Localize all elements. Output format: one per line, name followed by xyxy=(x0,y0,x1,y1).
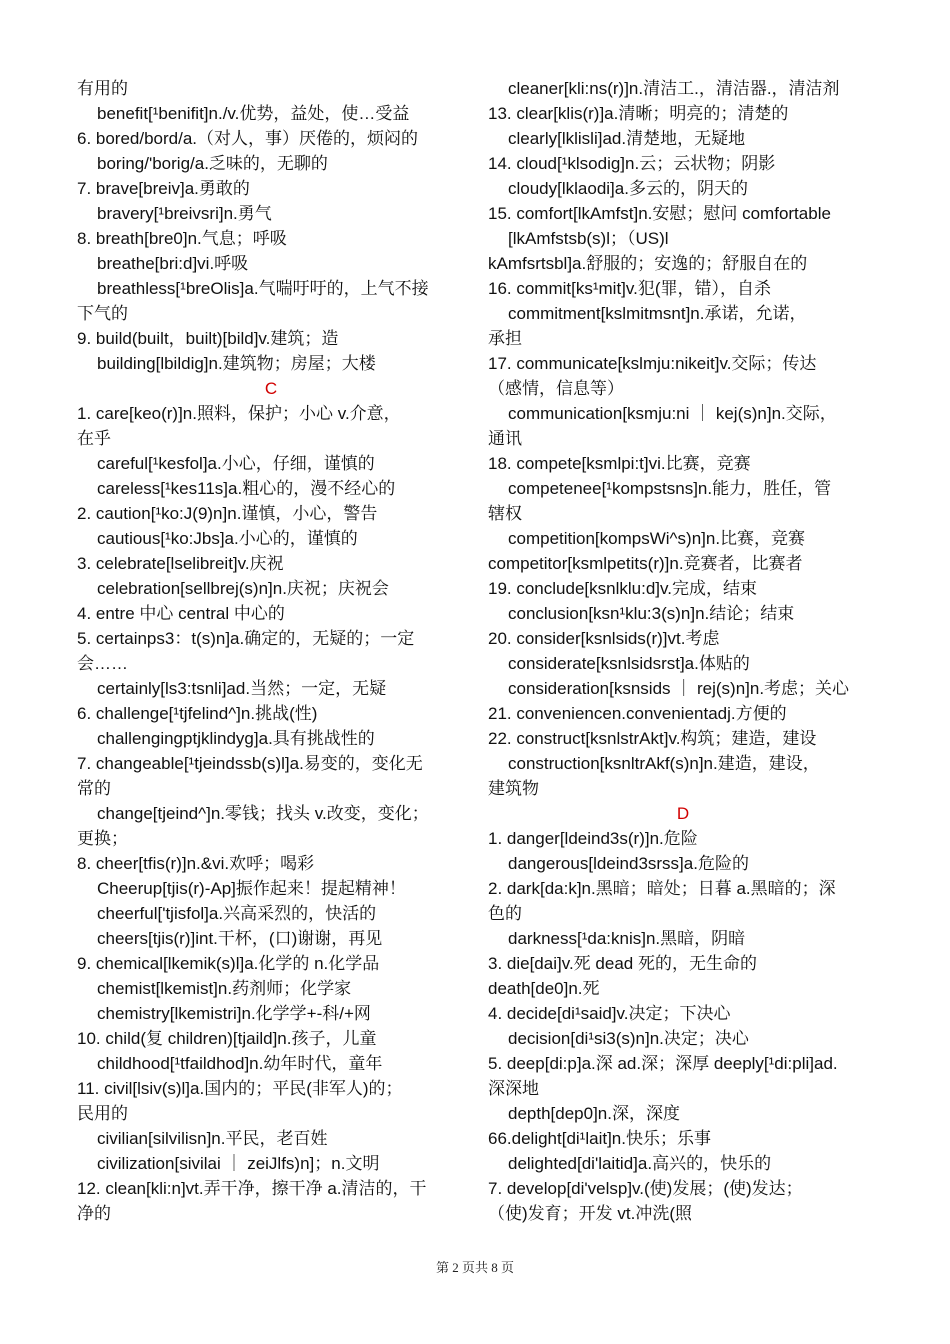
entry-line: careful[¹kesfol]a.小心，仔细，谨慎的 xyxy=(97,454,375,473)
entry-line: 4. entre 中心 central 中心的 xyxy=(77,604,285,623)
entry-line: （使)发育；开发 vt.冲洗(照 xyxy=(488,1204,692,1223)
entry-line: 会…… xyxy=(77,654,128,673)
entry-line: 下气的 xyxy=(77,304,128,323)
entry-line: considerate[ksnlsidsrst]a.体贴的 xyxy=(508,654,750,673)
entry-line: communication[ksmju:ni ｜ kej(s)n]n.交际， xyxy=(508,404,837,423)
entry-line: 2. caution[¹ko:J(9)n]n.谨慎，小心，警告 xyxy=(77,504,378,523)
entry-line: challengingptjklindyg]a.具有挑战性的 xyxy=(97,729,375,748)
entry-line: clearly[lklisli]ad.清楚地，无疑地 xyxy=(508,129,746,148)
entry-line: 建筑物 xyxy=(488,779,539,798)
entry-line: 承担 xyxy=(488,329,522,348)
entry-line: Cheerup[tjis(r)-Ap]振作起来！提起精神！ xyxy=(97,879,406,898)
entry-line: consideration[ksnsids ｜ rej(s)n]n.考虑；关心 xyxy=(508,679,850,698)
entry-line: delighted[di'laitid]a.高兴的，快乐的 xyxy=(508,1154,772,1173)
entry-line: 更换； xyxy=(77,829,128,848)
entry-line: civilization[sivilai ｜ zeiJlfs)n]；n.文明 xyxy=(97,1154,380,1173)
entry-line: death[de0]n.死 xyxy=(488,979,600,998)
entry-line: 7. changeable[¹tjeindssb(s)l]a.易变的，变化无 xyxy=(77,754,423,773)
entry-line: 1. danger[ldeind3s(r)]n.危险 xyxy=(488,829,698,848)
entry-line: （感情，信息等） xyxy=(488,379,624,398)
entry-line: 13. clear[klis(r)]a.清晰；明亮的；清楚的 xyxy=(488,104,789,123)
entry-line: dangerous[ldeind3srss]a.危险的 xyxy=(508,854,749,873)
entry-line: building[lbildig]n.建筑物；房屋；大楼 xyxy=(97,354,376,373)
entry-line: 22. construct[ksnlstrAkt]v.构筑；建造，建设 xyxy=(488,729,817,748)
entry-line: cheers[tjis(r)]int.干杯，(口)谢谢，再见 xyxy=(97,929,383,948)
entry-line: commitment[kslmitmsnt]n.承诺，允诺， xyxy=(508,304,807,323)
entry-line: 21. conveniencen.convenientadj.方便的 xyxy=(488,704,787,723)
entry-line: 辖权 xyxy=(488,504,522,523)
entry-line: 净的 xyxy=(77,1204,111,1223)
entry-line: kAmfsrtsbl]a.舒服的；安逸的；舒服自在的 xyxy=(488,254,808,273)
entry-line: construction[ksnltrAkf(s)n]n.建造，建设， xyxy=(508,754,820,773)
entry-line: 6. bored/bord/a.（对人，事）厌倦的，烦闷的 xyxy=(77,129,419,148)
entry-line: breathless[¹breOlis]a.气喘吁吁的，上气不接 xyxy=(97,279,429,298)
entry-line: chemist[lkemist]n.药剂师；化学家 xyxy=(97,979,352,998)
right-column xyxy=(488,76,878,1226)
entry-line: benefit[¹benifit]n./v.优势，益处，使…受益 xyxy=(97,104,410,123)
entry-line: certainly[ls3:tsnli]ad.当然；一定，无疑 xyxy=(97,679,387,698)
entry-line: decision[di¹si3(s)n]n.决定；决心 xyxy=(508,1029,749,1048)
entry-line: 有用的 xyxy=(77,79,128,98)
entry-line: 民用的 xyxy=(77,1104,128,1123)
entry-line: 15. comfort[lkAmfst]n.安慰；慰问 comfortable xyxy=(488,204,831,223)
entry-line: 2. dark[da:k]n.黑暗；暗处；日暮 a.黑暗的；深 xyxy=(488,879,836,898)
entry-line: 常的 xyxy=(77,779,111,798)
entry-line: 16. commit[ks¹mit]v.犯(罪，错），自杀 xyxy=(488,279,772,298)
entry-line: 3. celebrate[lselibreit]v.庆祝 xyxy=(77,554,284,573)
entry-line: breathe[bri:d]vi.呼吸 xyxy=(97,254,249,273)
entry-line: bravery[¹breivsri]n.勇气 xyxy=(97,204,272,223)
entry-line: 色的 xyxy=(488,904,522,923)
entry-line: 7. develop[di'velsp]v.(使)发展；(使)发达； xyxy=(488,1179,803,1198)
entry-line: celebration[sellbrej(s)n]n.庆祝；庆祝会 xyxy=(97,579,389,598)
entry-line: 9. chemical[lkemik(s)l]a.化学的 n.化学品 xyxy=(77,954,380,973)
entry-line: [lkAmfstsb(s)l；（US)l xyxy=(508,229,669,248)
entry-line: 5. deep[di:p]a.深 ad.深；深厚 deeply[¹di:pli]ad. xyxy=(488,1054,838,1073)
entry-line: boring/'borig/a.乏味的，无聊的 xyxy=(97,154,328,173)
entry-line: conclusion[ksn¹klu:3(s)n]n.结论；结束 xyxy=(508,604,795,623)
entry-line: careless[¹kes11s]a.粗心的，漫不经心的 xyxy=(97,479,396,498)
entry-line: 7. brave[breiv]a.勇敢的 xyxy=(77,179,250,198)
entry-line: 10. child(复 children)[tjaild]n.孩子，儿童 xyxy=(77,1029,377,1048)
entry-line: 8. cheer[tfis(r)]n.&vi.欢呼；喝彩 xyxy=(77,854,315,873)
entry-line: 8. breath[bre0]n.气息；呼吸 xyxy=(77,229,287,248)
entry-line: change[tjeind^]n.零钱；找头 v.改变，变化； xyxy=(97,804,429,823)
entry-line: 5. certainps3：t(s)n]a.确定的，无疑的；一定 xyxy=(77,629,415,648)
left-column xyxy=(77,76,465,1226)
entry-line: 3. die[dai]v.死 dead 死的，无生命的 xyxy=(488,954,757,973)
entry-line: childhood[¹tfaildhod]n.幼年时代，童年 xyxy=(97,1054,383,1073)
entry-line: depth[dep0]n.深，深度 xyxy=(508,1104,680,1123)
entry-line: 17. communicate[kslmju:nikeit]v.交际；传达 xyxy=(488,354,817,373)
entry-line: competenee[¹kompstsns]n.能力，胜任，管 xyxy=(508,479,832,498)
entry-line: 18. compete[ksmlpi:t]vi.比赛，竞赛 xyxy=(488,454,751,473)
entry-line: 12. clean[kli:n]vt.弄干净，擦干净 a.清洁的，干 xyxy=(77,1179,427,1198)
entry-line: 19. conclude[ksnlklu:d]v.完成，结束 xyxy=(488,579,757,598)
entry-line: darkness[¹da:knis]n.黑暗，阴暗 xyxy=(508,929,746,948)
entry-line: 6. challenge[¹tjfelind^]n.挑战(性) xyxy=(77,704,318,723)
entry-line: cautious[¹ko:Jbs]a.小心的，谨慎的 xyxy=(97,529,358,548)
section-heading: D xyxy=(676,804,690,823)
entry-line: 深深地 xyxy=(488,1079,539,1098)
page-footer: 第 2 页共 8 页 xyxy=(435,1260,514,1275)
entry-line: 20. consider[ksnlsids(r)]vt.考虑 xyxy=(488,629,720,648)
entry-line: 11. civil[lsiv(s)l]a.国内的；平民(非军人)的； xyxy=(77,1079,403,1098)
entry-line: 9. build(built，built)[bild]v.建筑；造 xyxy=(77,329,339,348)
entry-line: 1. care[keo(r)]n.照料，保护；小心 v.介意， xyxy=(77,404,401,423)
entry-line: cloudy[lklaodi]a.多云的，阴天的 xyxy=(508,179,748,198)
entry-line: 66.delight[di¹lait]n.快乐；乐事 xyxy=(488,1129,711,1148)
entry-line: cleaner[kli:ns(r)]n.清洁工.，清洁器.，清洁剂 xyxy=(508,79,840,98)
entry-line: competitor[ksmlpetits(r)]n.竞赛者，比赛者 xyxy=(488,554,803,573)
entry-line: 4. decide[di¹said]v.决定；下决心 xyxy=(488,1004,731,1023)
entry-line: cheerful['tjisfol]a.兴高采烈的，快活的 xyxy=(97,904,377,923)
section-heading: C xyxy=(264,379,278,398)
entry-line: 在乎 xyxy=(77,429,111,448)
entry-line: chemistry[lkemistri]n.化学学+-科/+网 xyxy=(97,1004,371,1023)
entry-line: competition[kompsWi^s)n]n.比赛，竞赛 xyxy=(508,529,806,548)
entry-line: civilian[silvilisn]n.平民，老百姓 xyxy=(97,1129,328,1148)
entry-line: 14. cloud[¹klsodig]n.云；云状物；阴影 xyxy=(488,154,776,173)
entry-line: 通讯 xyxy=(488,429,522,448)
